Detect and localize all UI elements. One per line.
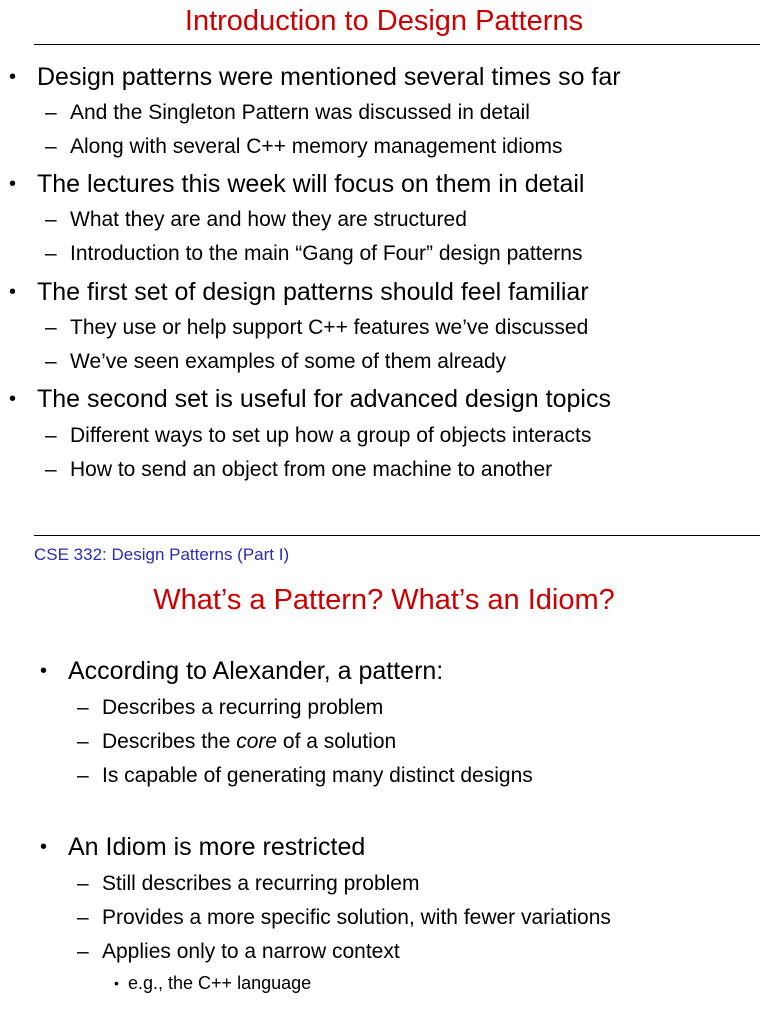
sub-bullet-text: Along with several C++ memory management idioms: [70, 135, 563, 158]
sub-bullet-text-lead: Describes the: [102, 730, 237, 753]
slide-pattern-idiom: [0, 534, 768, 1024]
sub-bullet-text: [102, 729, 396, 755]
bullet-glyph: •: [9, 66, 17, 88]
bullet-text: Design patterns were mentioned several times so far: [37, 63, 621, 91]
slide-title: Introduction to Design Patterns: [184, 5, 584, 37]
dash-glyph: –: [45, 242, 57, 265]
sub-bullet-text: Describes a recurring problem: [102, 696, 384, 719]
dash-glyph: –: [77, 872, 89, 895]
bullet-glyph: •: [114, 975, 119, 991]
title-divider: [34, 44, 760, 45]
sub-bullet-text: Introduction to the main “Gang of Four” design patterns: [70, 242, 583, 265]
course-footer: CSE 332: Design Patterns (Part I): [34, 545, 290, 564]
sub-bullet-text: Still describes a recurring problem: [102, 872, 420, 895]
slide-title: What’s a Pattern? What’s an Idiom?: [153, 584, 615, 616]
bullet-glyph: •: [40, 836, 48, 858]
dash-glyph: –: [77, 764, 89, 787]
bullet-text: The lectures this week will focus on them in detail: [37, 170, 585, 198]
bullet-glyph: •: [40, 660, 48, 682]
sub-bullet-text: Provides a more specific solution, with fewer variations: [102, 906, 611, 929]
bullet-glyph: •: [9, 281, 17, 303]
dash-glyph: –: [77, 906, 89, 929]
dash-glyph: –: [77, 730, 89, 753]
dash-glyph: –: [45, 208, 57, 231]
dash-glyph: –: [45, 424, 57, 447]
bullet-text: The first set of design patterns should feel familiar: [37, 278, 589, 306]
bullet-text: The second set is useful for advanced design topics: [37, 385, 611, 413]
dash-glyph: –: [77, 940, 89, 963]
bullet-text: According to Alexander, a pattern:: [68, 657, 444, 685]
dash-glyph: –: [45, 350, 57, 373]
sub-bullet-text: What they are and how they are structured: [70, 208, 467, 231]
sub-bullet-text: We’ve seen examples of some of them already: [70, 350, 507, 373]
bullet-text: An Idiom is more restricted: [68, 833, 366, 861]
sub-bullet-text-tail: of a solution: [277, 730, 397, 753]
bullet-glyph: •: [9, 388, 17, 410]
sub-bullet-text: And the Singleton Pattern was discussed in detail: [70, 101, 530, 124]
dash-glyph: –: [77, 696, 89, 719]
sub-bullet-text: Applies only to a narrow context: [102, 940, 400, 963]
dash-glyph: –: [45, 316, 57, 339]
dash-glyph: –: [45, 135, 57, 158]
dash-glyph: –: [45, 101, 57, 124]
dash-glyph: –: [45, 458, 57, 481]
sub-bullet-text: They use or help support C++ features we’ve discussed: [70, 316, 589, 339]
emphasis-core: core: [236, 730, 278, 753]
bullet-glyph: •: [9, 173, 17, 195]
sub-bullet-text: Different ways to set up how a group of objects interacts: [70, 424, 592, 447]
sub-sub-bullet-text: e.g., the C++ language: [128, 973, 312, 993]
sub-bullet-text: How to send an object from one machine to another: [70, 458, 553, 481]
sub-bullet-text: Is capable of generating many distinct designs: [102, 764, 533, 787]
